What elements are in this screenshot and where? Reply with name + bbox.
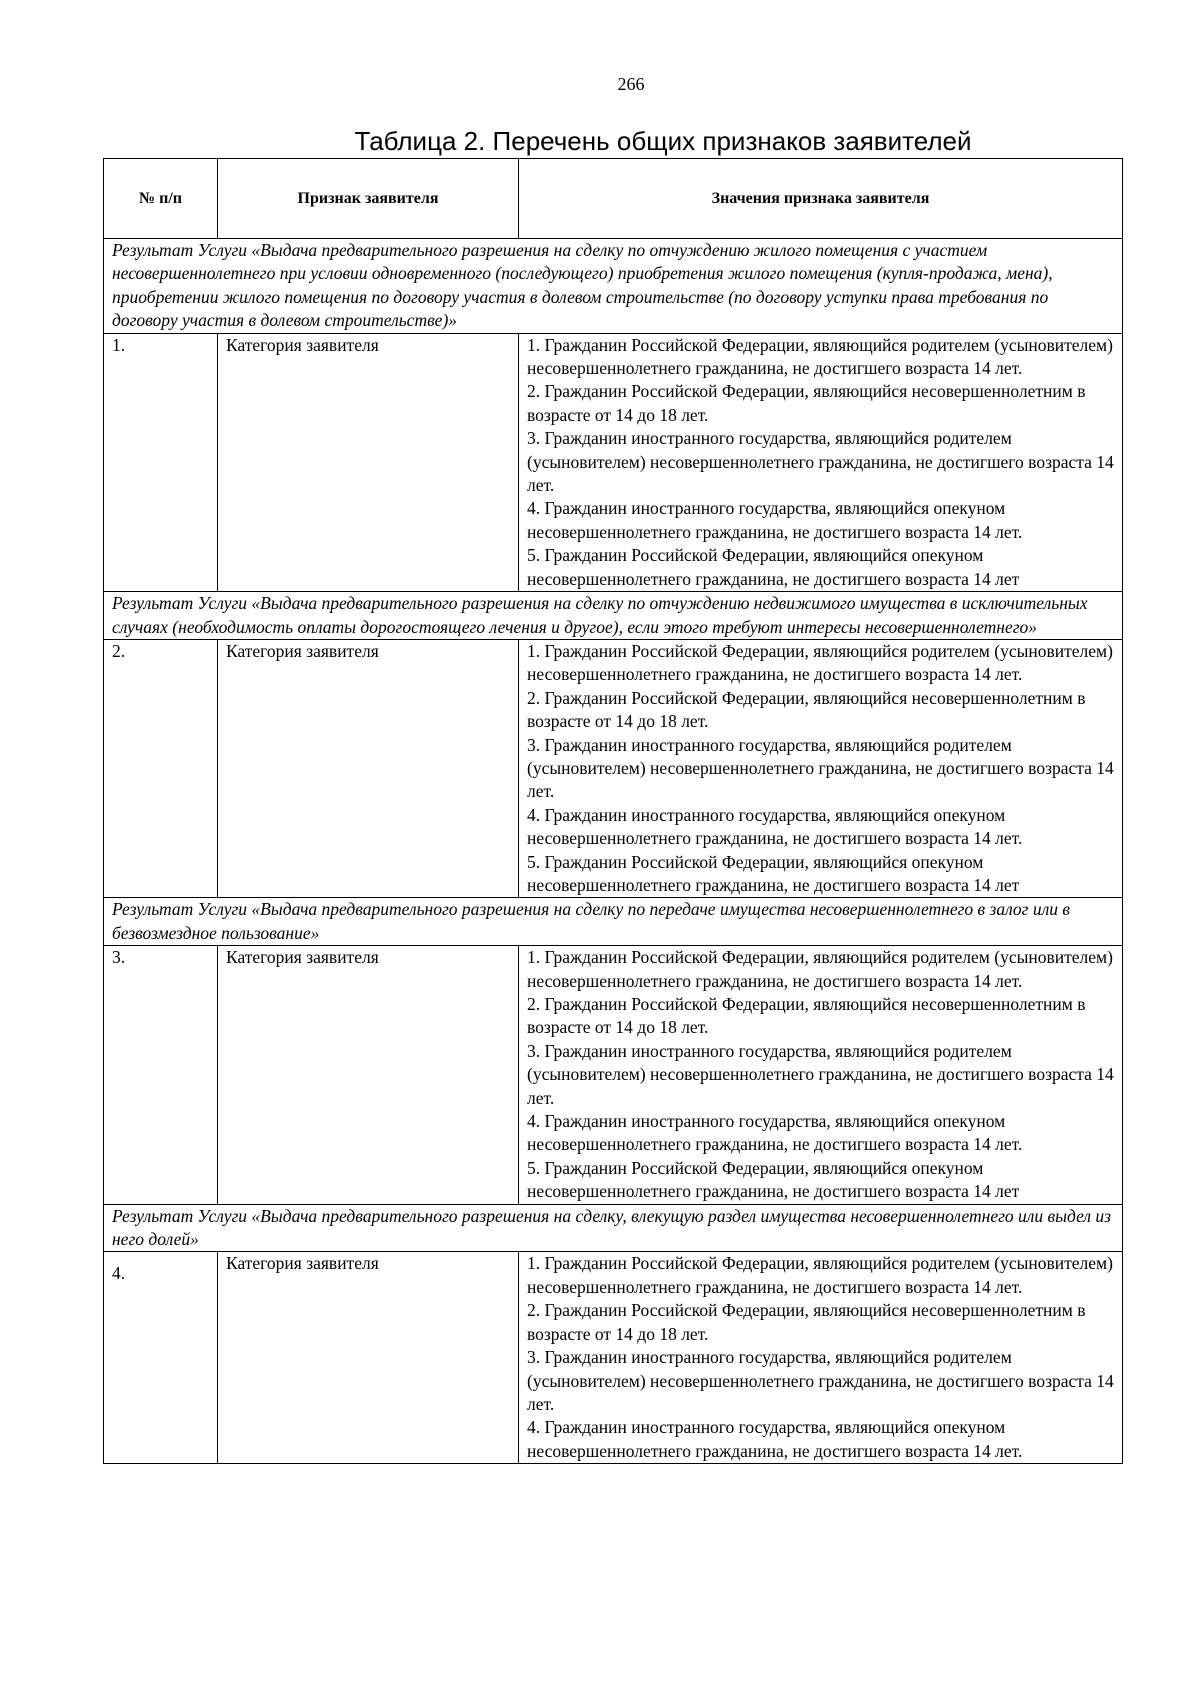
row-attribute: Категория заявителя xyxy=(218,333,519,591)
service-result-text: Результат Услуги «Выдача предварительного разрешения на сделку по отчуждению жилого помещения с участием несовершеннолетнего при условии одновременного (последующего) приобретения жилого помещения (купля-продажа, мена), приобретении жилого помещения по договору участия в долевом строительстве (по договору уступки права требования по договору участия в долевом строительстве)» xyxy=(104,239,1123,334)
row-values xyxy=(519,639,1123,897)
row-values xyxy=(519,1252,1123,1464)
row-number: 1. xyxy=(104,333,218,591)
header-attribute: Признак заявителя xyxy=(218,159,519,239)
value-item: 1. Гражданин Российской Федерации, являющийся родителем (усыновителем) несовершеннолетнего гражданина, не достигшего возраста 14 лет. xyxy=(527,947,1113,991)
result-row xyxy=(104,592,1123,640)
header-values: Значения признака заявителя xyxy=(519,159,1123,239)
result-row xyxy=(104,239,1123,334)
result-row xyxy=(104,898,1123,946)
value-item: 5. Гражданин Российской Федерации, являющийся опекуном несовершеннолетнего гражданина, не достигшего возраста 14 лет xyxy=(527,545,1020,589)
row-attribute: Категория заявителя xyxy=(218,639,519,897)
value-item: 3. Гражданин иностранного государства, являющийся родителем (усыновителем) несовершеннолетнего гражданина, не достигшего возраста 14 лет. xyxy=(527,1040,1114,1108)
row-number: 3. xyxy=(104,946,218,1204)
table-row xyxy=(104,946,1123,1204)
value-item: 2. Гражданин Российской Федерации, являющийся несовершеннолетним в возрасте от 14 до 18 лет. xyxy=(527,381,1086,425)
table-title: Таблица 2. Перечень общих признаков заявителей xyxy=(354,126,972,156)
value-item: 4. Гражданин иностранного государства, являющийся опекуном несовершеннолетнего гражданина, не достигшего возраста 14 лет. xyxy=(527,1417,1023,1461)
value-item: 2. Гражданин Российской Федерации, являющийся несовершеннолетним в возрасте от 14 до 18 лет. xyxy=(527,1300,1086,1344)
value-item: 3. Гражданин иностранного государства, являющийся родителем (усыновителем) несовершеннолетнего гражданина, не достигшего возраста 14 лет. xyxy=(527,1347,1114,1414)
table-header-row xyxy=(104,159,1123,239)
page-number: 266 xyxy=(617,74,645,94)
value-item: 4. Гражданин иностранного государства, являющийся опекуном несовершеннолетнего гражданина, не достигшего возраста 14 лет. xyxy=(527,1111,1023,1155)
row-number: 2. xyxy=(104,639,218,897)
row-values xyxy=(519,333,1123,591)
value-item: 3. Гражданин иностранного государства, являющийся родителем (усыновителем) несовершеннолетнего гражданина, не достигшего возраста 14 лет. xyxy=(527,734,1114,802)
value-item: 5. Гражданин Российской Федерации, являющийся опекуном несовершеннолетнего гражданина, не достигшего возраста 14 лет xyxy=(527,1157,1020,1202)
row-attribute: Категория заявителя xyxy=(218,1252,519,1464)
service-result-text: Результат Услуги «Выдача предварительного разрешения на сделку, влекущую раздел имущества несовершеннолетнего или выдел из него долей» xyxy=(104,1204,1123,1252)
value-item: 2. Гражданин Российской Федерации, являющийся несовершеннолетним в возрасте от 14 до 18 лет. xyxy=(527,687,1086,732)
value-item: 5. Гражданин Российской Федерации, являющийся опекуном несовершеннолетнего гражданина, не достигшего возраста 14 лет xyxy=(527,851,1020,895)
row-attribute: Категория заявителя xyxy=(218,946,519,1204)
header-number: № п/п xyxy=(104,159,218,239)
applicant-attributes-table xyxy=(103,158,1123,1464)
value-item: 4. Гражданин иностранного государства, являющийся опекуном несовершеннолетнего гражданина, не достигшего возраста 14 лет. xyxy=(527,498,1023,542)
table-row xyxy=(104,1252,1123,1464)
result-row xyxy=(104,1204,1123,1252)
service-result-text: Результат Услуги «Выдача предварительного разрешения на сделку по передаче имущества несовершеннолетнего в залог или в безвозмездное пользование» xyxy=(104,898,1123,946)
value-item: 4. Гражданин иностранного государства, являющийся опекуном несовершеннолетнего гражданина, не достигшего возраста 14 лет. xyxy=(527,804,1023,849)
service-result-text: Результат Услуги «Выдача предварительного разрешения на сделку по отчуждению недвижимого имущества в исключительных случаях (необходимость оплаты дорогостоящего лечения и другое), если этого требуют интересы несовершеннолетнего» xyxy=(104,592,1123,640)
row-values xyxy=(519,946,1123,1204)
value-item: 1. Гражданин Российской Федерации, являющийся родителем (усыновителем) несовершеннолетнего гражданина, не достигшего возраста 14 лет. xyxy=(527,1253,1113,1297)
value-item: 1. Гражданин Российской Федерации, являющийся родителем (усыновителем) несовершеннолетнего гражданина, не достигшего возраста 14 лет. xyxy=(527,334,1113,379)
value-item: 3. Гражданин иностранного государства, являющийся родителем (усыновителем) несовершеннолетнего гражданина, не достигшего возраста 14 лет. xyxy=(527,428,1114,496)
row-number: 4. xyxy=(104,1252,218,1464)
value-item: 2. Гражданин Российской Федерации, являющийся несовершеннолетним в возрасте от 14 до 18 лет. xyxy=(527,994,1086,1038)
value-item: 1. Гражданин Российской Федерации, являющийся родителем (усыновителем) несовершеннолетнего гражданина, не достигшего возраста 14 лет. xyxy=(527,640,1113,685)
table-row xyxy=(104,333,1123,591)
table-row xyxy=(104,639,1123,897)
